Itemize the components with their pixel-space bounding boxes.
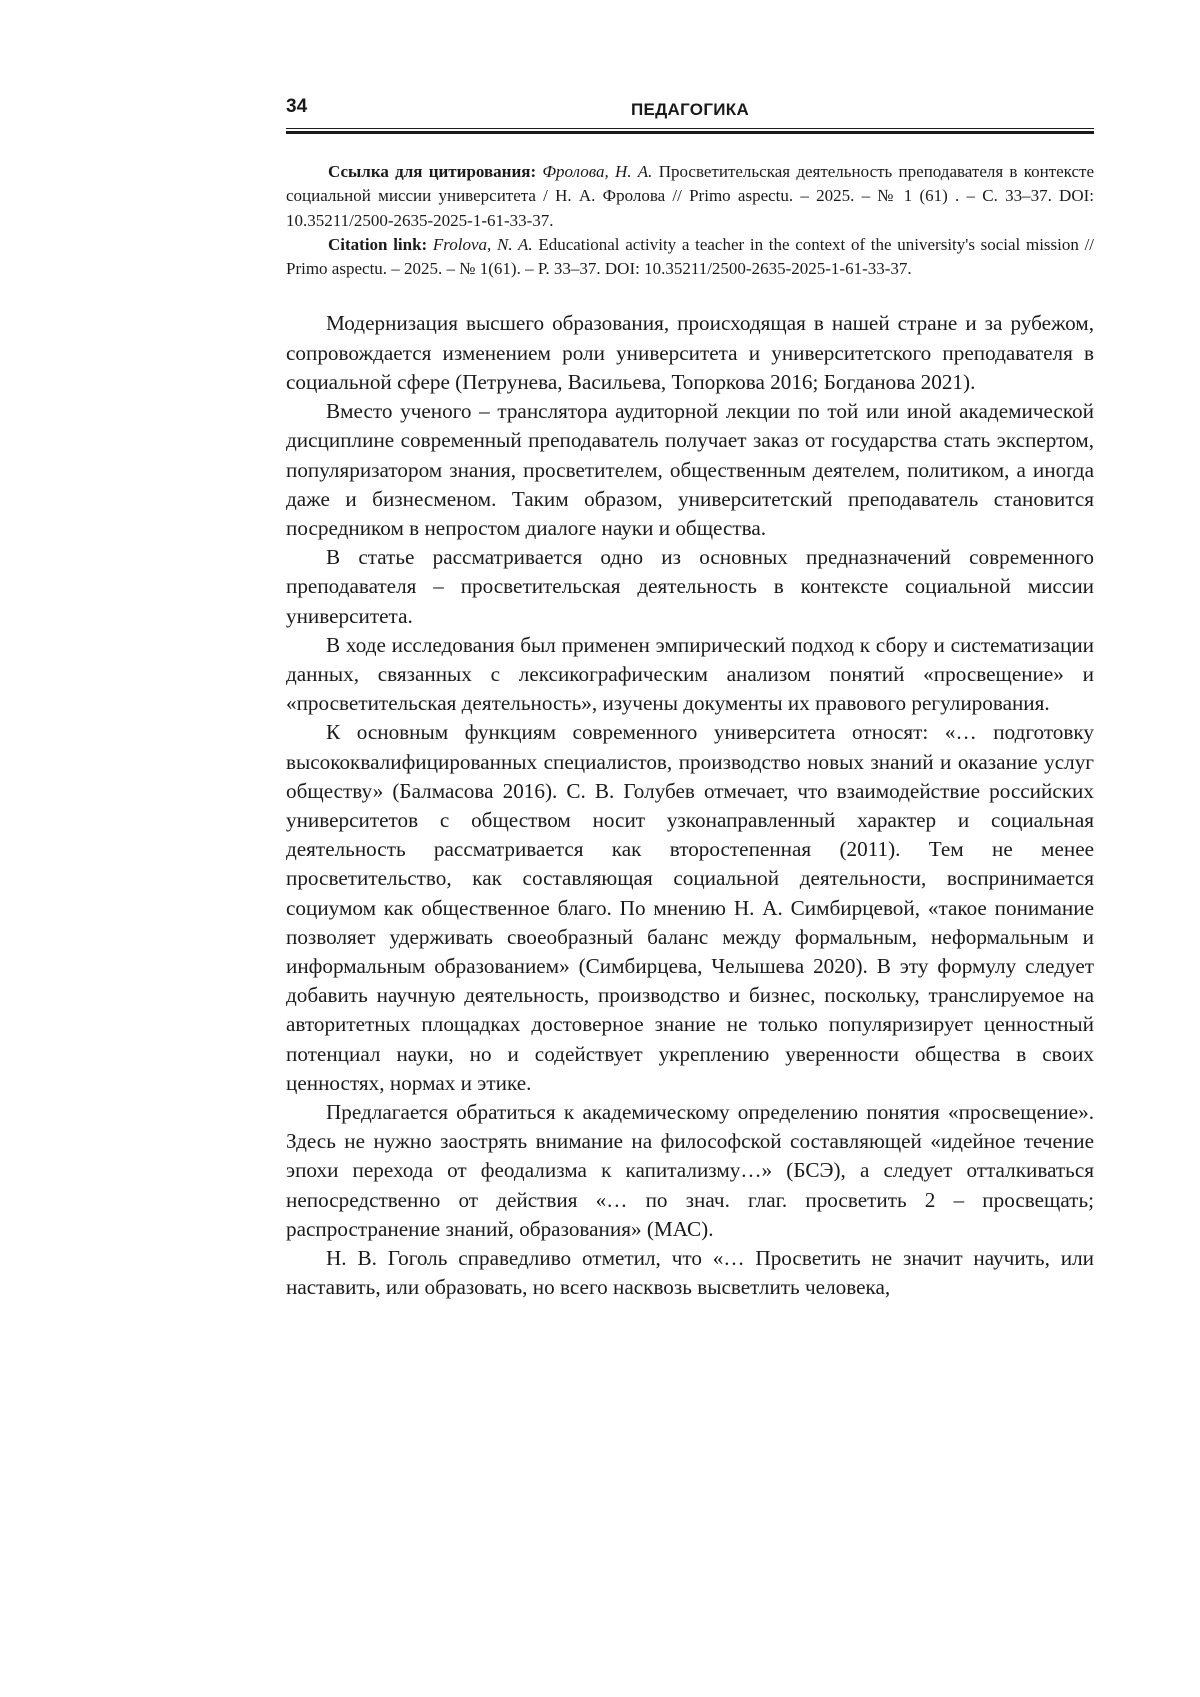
citation-en (286, 233, 1094, 282)
header-rule-thick (286, 131, 1094, 134)
citation-ru (286, 160, 1094, 233)
journal-page (286, 96, 1094, 1302)
page-number: 34 (286, 96, 308, 117)
citation-en-author: Frolova, N. A. (432, 234, 533, 254)
citation-ru-author: Фролова, Н. А. (542, 162, 653, 181)
citation-en-label: Citation link: (328, 234, 428, 254)
citation-en-text: Educational activity a teacher in the context of the university's social mission // Primo aspectu. – 2025. – № 1(61). – P. 33–37. DOI: 10.35211/2500-2635-2025-1-61-33-37. (286, 234, 1095, 279)
header-rule-thin (286, 128, 1094, 129)
body-paragraph: Предлагается обратиться к академическому определению понятия «просвещение». Здесь не нужно заострять внимание на философской составляющей «идейное течение эпохи перехода от феодализма к капитализму…» (БСЭ), а следует отталкиваться непосредственно от действия «… по знач. глаг. просветить 2 – просвещать; распространение знаний, образования» (МАС). (286, 1099, 1094, 1241)
citation-block (286, 160, 1094, 281)
citation-ru-text: Просветительская деятельность преподавателя в контексте социальной миссии университета / Н. А. Фролова // Primo aspectu. – 2025. – № 1 (61) . – С. 33–37. DOI: 10.35211/2500-2635-2025-1-61-33-37. (286, 162, 1095, 230)
body-paragraph: Вместо ученого – транслятора аудиторной лекции по той или иной академической дисциплине современный преподаватель получает заказ от государства стать экспертом, популяризатором знания, просветителем, общественным деятелем, политиком, а иногда даже и бизнесменом. Таким образом, университетский преподаватель становится посредником в непростом диалоге науки и общества. (286, 399, 1094, 540)
body-paragraph: В статье рассматривается одно из основных предназначений современного преподавателя – просветительская деятельность в контексте социальной миссии университета. (286, 545, 1094, 628)
body-paragraph: Н. В. Гоголь справедливо отметил, что «… Просветить не значит научить, или наставить, или образовать, но всего насквозь высветлить человека, (286, 1245, 1094, 1300)
article-body (286, 309, 1094, 1302)
body-paragraph: К основным функциям современного университета относят: «… подготовку высококвалифицированных специалистов, производство новых знаний и оказание услуг обществу» (Балмасова 2016). С. В. Голубев отмечает, что взаимодействие российских университетов с обществом носит узконаправленный характер и социальная деятельность рассматривается как второстепенная (2011). Тем не менее просветительство, как составляющая социальной деятельности, воспринимается социумом как общественное благо. По мнению Н. А. Симбирцевой, «такое понимание позволяет удерживать своеобразный баланс между формальным, неформальным и информальным образованием» (Симбирцева, Челышева 2020). В эту формулу следует добавить научную деятельность, производство и бизнес, поскольку, транслируемое на авторитетных площадках достоверное знание не только популяризирует ценностный потенциал науки, но и содействует укреплению уверенности общества в своих ценностях, нормах и этике. (286, 720, 1094, 1095)
body-paragraph: В ходе исследования был применен эмпирический подход к сбору и систематизации данных, связанных с лексикографическим анализом понятий «просвещение» и «просветительская деятельность», изучены документы их правового регулирования. (286, 632, 1094, 716)
body-paragraph: Модернизация высшего образования, происходящая в нашей стране и за рубежом, сопровождается изменением роли университета и университетского преподавателя в социальной сфере (Петрунева, Васильева, Топоркова 2016; Богданова 2021). (286, 311, 1094, 394)
running-header (286, 96, 1094, 126)
citation-ru-label: Ссылка для цитирования: (328, 162, 537, 181)
section-title: ПЕДАГОГИКА (630, 100, 750, 119)
